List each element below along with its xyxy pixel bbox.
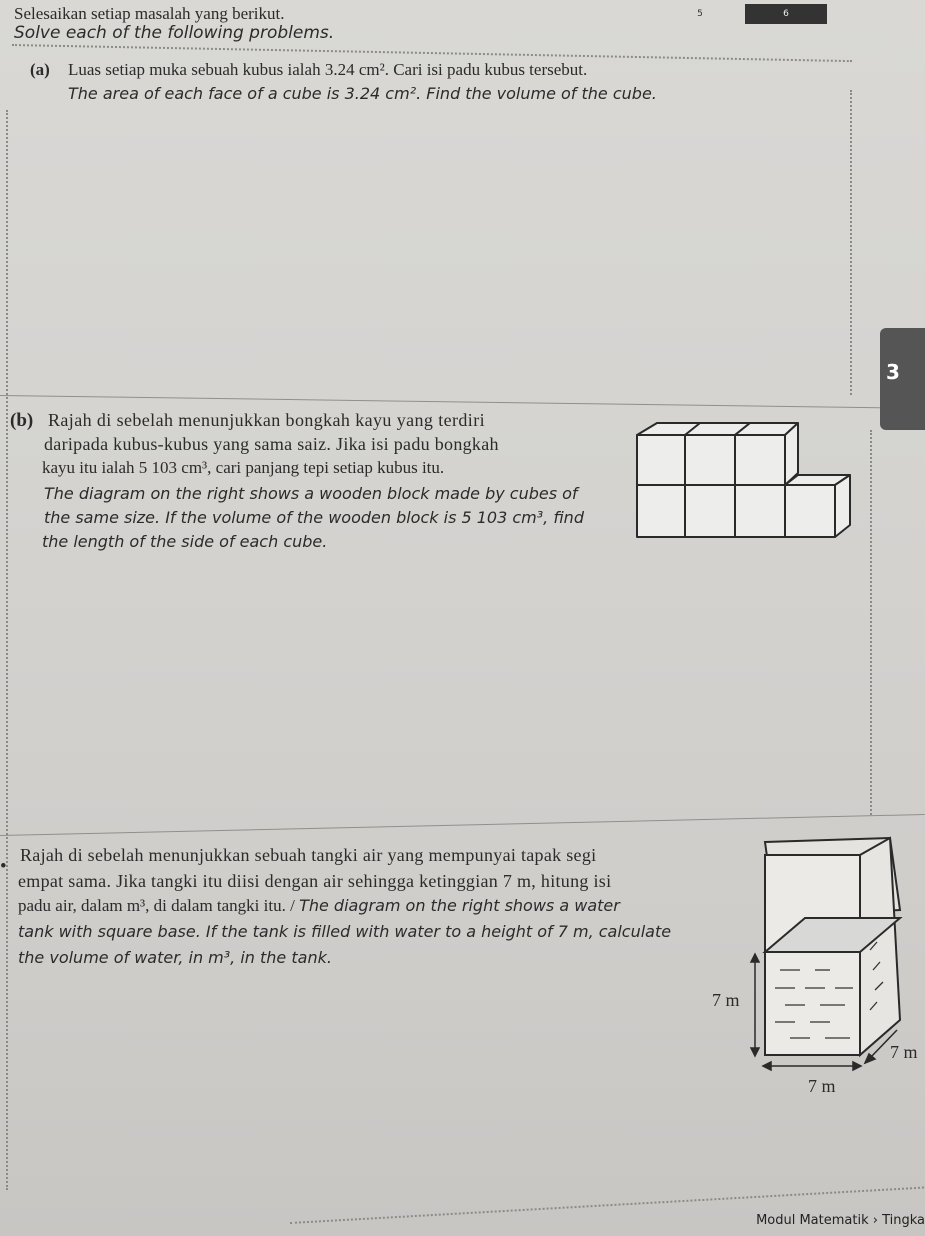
page-number-left: 5 — [697, 9, 703, 19]
question-a-text-malay: Luas setiap muka sebuah kubus ialah 3.24 cm². Cari isi padu kubus tersebut. — [68, 60, 588, 79]
question-b-malay-line-2: daripada kubus-kubus yang sama saiz. Jika isi padu bongkah — [44, 434, 499, 454]
question-a-text-english: The area of each face of a cube is 3.24 cm². Find the volume of the cube. — [68, 84, 657, 103]
question-b-malay-line-1: Rajah di sebelah menunjukkan bongkah kayu yang terdiri — [48, 410, 485, 430]
tank-width-label: 7 m — [808, 1076, 836, 1096]
instruction-malay: Selesaikan setiap masalah yang berikut. — [14, 4, 285, 23]
question-c-malay-line-3: padu air, dalam m³, di dalam tangki itu. / — [18, 896, 300, 915]
question-b-english-line-3: the length of the side of each cube. — [42, 532, 328, 551]
question-c-line-3 — [18, 896, 620, 916]
question-c-malay-line-1: Rajah di sebelah menunjukkan sebuah tangki air yang mempunyai tapak segi — [20, 845, 597, 865]
chapter-tab: 3 — [880, 328, 925, 430]
instruction-english: Solve each of the following problems. — [14, 23, 335, 43]
page-number-right: 6 — [745, 4, 827, 24]
question-b-english-line-1: The diagram on the right shows a wooden block made by cubes of — [44, 484, 578, 503]
bullet-mark: • — [0, 856, 7, 877]
frame-right-border-a — [850, 90, 852, 395]
question-b-label: (b) — [10, 410, 34, 431]
divider-a-b — [0, 395, 880, 408]
question-a-label: (a) — [30, 60, 50, 79]
question-c-malay-line-2: empat sama. Jika tangki itu diisi dengan air sehingga ketinggian 7 m, hitung isi — [18, 871, 612, 891]
tank-height-label: 7 m — [712, 990, 740, 1010]
tank-depth-label: 7 m — [890, 1042, 918, 1062]
question-c-english-line-3: the volume of water, in m³, in the tank. — [18, 948, 332, 967]
wooden-block-diagram — [630, 415, 860, 545]
question-c-english-line-2: tank with square base. If the tank is filled with water to a height of 7 m, calculate — [18, 922, 672, 941]
water-tank-diagram — [705, 830, 925, 1105]
question-b-malay-line-3: kayu itu ialah 5 103 cm³, cari panjang tepi setiap kubus itu. — [42, 458, 445, 477]
frame-right-border-b — [870, 430, 872, 815]
question-b-english-line-2: the same size. If the volume of the wooden block is 5 103 cm³, find — [44, 508, 584, 527]
frame-left-border — [6, 110, 8, 1190]
question-c-english-line-1: The diagram on the right shows a water — [299, 896, 620, 915]
footer-module-label: Modul Matematik › Tingka — [756, 1213, 925, 1228]
